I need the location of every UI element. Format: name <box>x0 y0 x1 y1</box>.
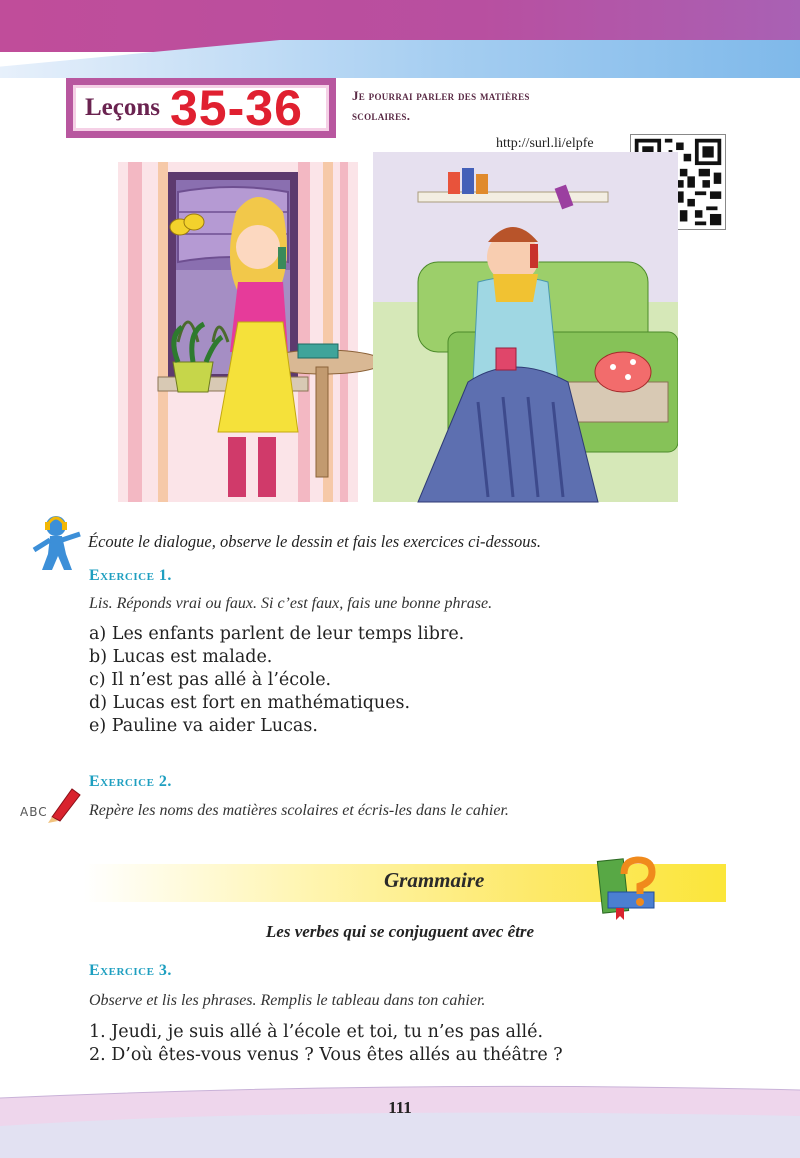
lesson-word: Leçons <box>85 94 160 121</box>
objective-line-1: Je pourrai parler des matières <box>352 88 530 103</box>
lesson-badge <box>66 78 336 138</box>
list-item: 1. Jeudi, je suis allé à l’école et toi, tu n’es pas allé. <box>89 1022 544 1042</box>
exercise-1-list <box>89 623 464 738</box>
exercise-2-title: Exercice 2. <box>89 773 172 790</box>
list-item: a) Les enfants parlent de leur temps libre. <box>89 624 465 644</box>
list-item: c) Il n’est pas allé à l’école. <box>89 670 332 690</box>
intro-instruction: Écoute le dialogue, observe le dessin et fais les exercices ci-dessous. <box>88 532 542 551</box>
objective-line-2: scolaires. <box>352 108 411 123</box>
grammar-subtitle: Les verbes qui se conjuguent avec être <box>265 922 535 941</box>
list-item: 2. D’où êtes-vous venus ? Vous êtes allés au théâtre ? <box>89 1045 563 1065</box>
mug-icon <box>496 348 516 370</box>
exercise-2-instruction: Repère les noms des matières scolaires et écris-les dans le cahier. <box>89 802 509 819</box>
book-question-icon <box>594 852 664 922</box>
exercise-1-title: Exercice 1. <box>89 567 172 584</box>
list-item: d) Lucas est fort en mathématiques. <box>89 693 411 713</box>
dialogue-illustration <box>118 152 678 510</box>
lesson-objective <box>352 86 682 126</box>
writing-icon <box>2 783 82 827</box>
list-item: e) Pauline va aider Lucas. <box>89 716 318 736</box>
teapot-icon <box>595 352 651 392</box>
page-number: 111 <box>388 1098 412 1117</box>
grammar-title: Grammaire <box>384 868 485 892</box>
exercise-3-instruction: Observe et lis les phrases. Remplis le tableau dans ton cahier. <box>89 992 486 1009</box>
exercise-1-instruction: Lis. Réponds vrai ou faux. Si c’est faux, fais une bonne phrase. <box>89 595 493 612</box>
exercise-3-title: Exercice 3. <box>89 962 172 979</box>
writing-icon-label: ABC <box>20 805 48 819</box>
lesson-number: 35-36 <box>170 80 303 136</box>
exercise-3-list <box>89 1021 563 1067</box>
listening-icon <box>28 512 84 572</box>
list-item: b) Lucas est malade. <box>89 647 273 667</box>
resource-link[interactable]: http://surl.li/elpfe <box>496 136 594 151</box>
